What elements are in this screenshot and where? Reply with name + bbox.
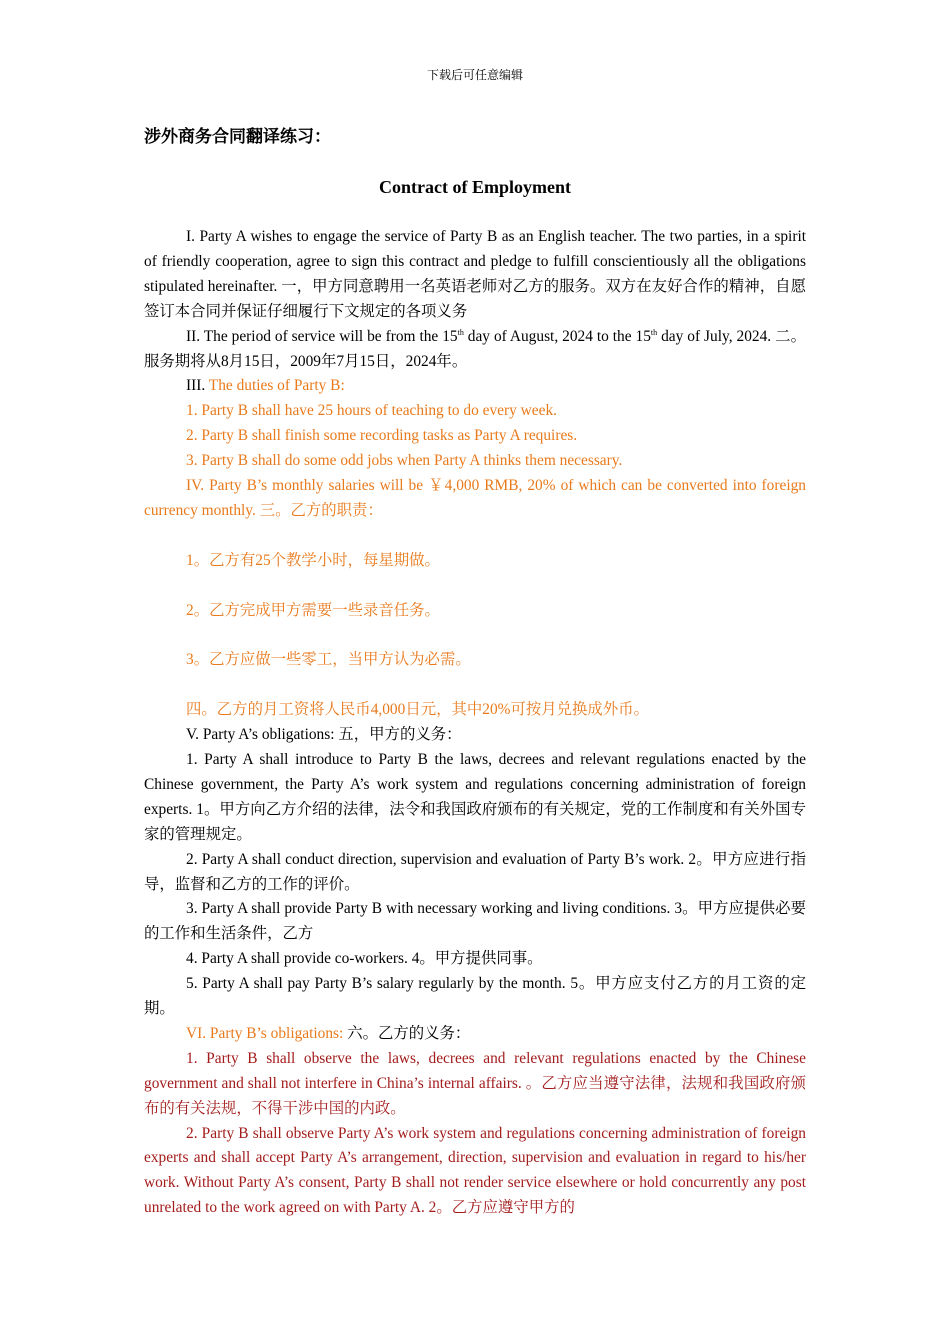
section-heading: 涉外商务合同翻译练习：	[144, 127, 331, 146]
clause-6-zh: 六。乙方的义务：	[347, 1024, 471, 1042]
clause-5-item	[144, 848, 806, 898]
clause-4-zh: 四。乙方的月工资将人民币4,000日元，其中20%可按月兑换成外币。	[186, 701, 649, 719]
ordinal-suffix: th	[650, 327, 658, 337]
clause-3-zh-item: 1。乙方有25个教学小时，每星期做。	[186, 551, 440, 569]
item-en: 2. Party A shall conduct direction, supervision and evaluation of Party B’s work.	[186, 850, 685, 868]
spacer	[144, 673, 806, 698]
clause-5-zh: 五，甲方的义务：	[338, 726, 462, 744]
clause-2-zh: 二。服务期将从8月15日，2009年7月15日，2024年。	[144, 327, 806, 370]
clause-2-en-part2: day of August, 2024 to the 15	[463, 327, 651, 345]
item-zh: 。乙方应当遵守法律，法规和我国政府颁布的有关法规，不得干涉中国的内政。	[144, 1074, 806, 1117]
item-zh: 1。甲方向乙方介绍的法律，法令和我国政府颁布的有关规定，党的工作制度和有关外国专家的管理规定。	[144, 800, 806, 843]
clause-3-number: III.	[186, 377, 209, 395]
clause-2-en-part3: day of July, 2024.	[657, 327, 772, 345]
clause-4-en: IV. Party B’s monthly salaries will be ￥4,000 RMB, 20% of which can be converted into foreign currency monthly.	[144, 477, 806, 519]
clause-3-item: 1. Party B shall have 25 hours of teaching to do every week.	[186, 402, 557, 420]
clause-5-item	[144, 897, 806, 947]
clause-3-title	[144, 374, 806, 399]
clause-5-item	[144, 972, 806, 1022]
clause-5-item	[144, 748, 806, 848]
clause-5-title	[144, 723, 806, 748]
clause-6-item	[144, 1122, 806, 1222]
clause-3-item: 2. Party B shall finish some recording tasks as Party A requires.	[186, 427, 578, 445]
item-zh: 5。甲方应支付乙方的月工资的定期。	[144, 975, 806, 1018]
item-en: 3. Party A shall provide Party B with necessary working and living conditions.	[186, 900, 671, 918]
clause-2	[144, 325, 806, 375]
clause-6-item	[144, 1047, 806, 1122]
clause-1	[144, 225, 806, 325]
item-en: 5. Party A shall pay Party B’s salary regularly by the month.	[186, 975, 566, 993]
clause-5-item	[144, 947, 806, 972]
clause-6-en: VI. Party B’s obligations:	[186, 1024, 344, 1042]
clause-3-zh-item: 3。乙方应做一些零工，当甲方认为必需。	[186, 651, 471, 669]
item-zh: 2。乙方应遵守甲方的	[428, 1199, 575, 1217]
item-zh: 3。甲方应提供必要的工作和生活条件，乙方	[144, 900, 806, 943]
clause-3-zh-item: 2。乙方完成甲方需要一些录音任务。	[186, 601, 440, 619]
spacer	[144, 524, 806, 549]
clause-3-zh-heading: 三。乙方的职责：	[259, 501, 383, 519]
clause-5-en: V. Party A’s obligations:	[186, 726, 335, 744]
item-zh: 4。甲方提供同事。	[411, 950, 543, 968]
clause-3-item: 3. Party B shall do some odd jobs when Party A thinks them necessary.	[186, 452, 623, 470]
clause-1-en: I. Party A wishes to engage the service of Party B as an English teacher. The two parties, in a spirit of friendly cooperation, agree to sign this contract and pledge to fulfill conscientiously all the obligations stipulated hereinafter.	[144, 228, 806, 295]
item-en: 1. Party B shall observe the laws, decrees and relevant regulations enacted by the Chinese government and shall not interfere in China’s internal affairs.	[144, 1049, 806, 1092]
header-note: 下载后可任意编辑	[426, 68, 523, 82]
item-en: 4. Party A shall provide co-workers.	[186, 950, 408, 968]
clause-6-title	[144, 1022, 806, 1047]
clause-3-heading: The duties of Party B:	[208, 377, 345, 395]
clause-1-zh: 一，甲方同意聘用一名英语老师对乙方的服务。双方在友好合作的精神，自愿签订本合同并保证仔细履行下文规定的各项义务	[144, 277, 806, 320]
contract-title: Contract of Employment	[379, 177, 571, 197]
contract-body	[144, 225, 806, 1221]
item-zh: 2。甲方应进行指导，监督和乙方的工作的评价。	[144, 850, 806, 893]
item-en: 2. Party B shall observe Party A’s work system and regulations concerning administration of foreign experts and shall accept Party A’s arrangement, direction, supervision and evaluation in regard to his/her work. Without Party A’s consent, Party B shall not render service elsewhere or hold concurrently any post unrelated to the work agreed on with Party A.	[144, 1124, 806, 1217]
clause-2-en-part1: II. The period of service will be from the 15	[186, 327, 458, 345]
ordinal-suffix: th	[457, 327, 464, 337]
spacer	[144, 623, 806, 648]
spacer	[144, 574, 806, 599]
clause-4	[144, 474, 806, 524]
item-en: 1. Party A shall introduce to Party B the laws, decrees and relevant regulations enacted by the Chinese government, the Party A’s work system and regulations concerning administration of foreign experts.	[144, 750, 806, 818]
